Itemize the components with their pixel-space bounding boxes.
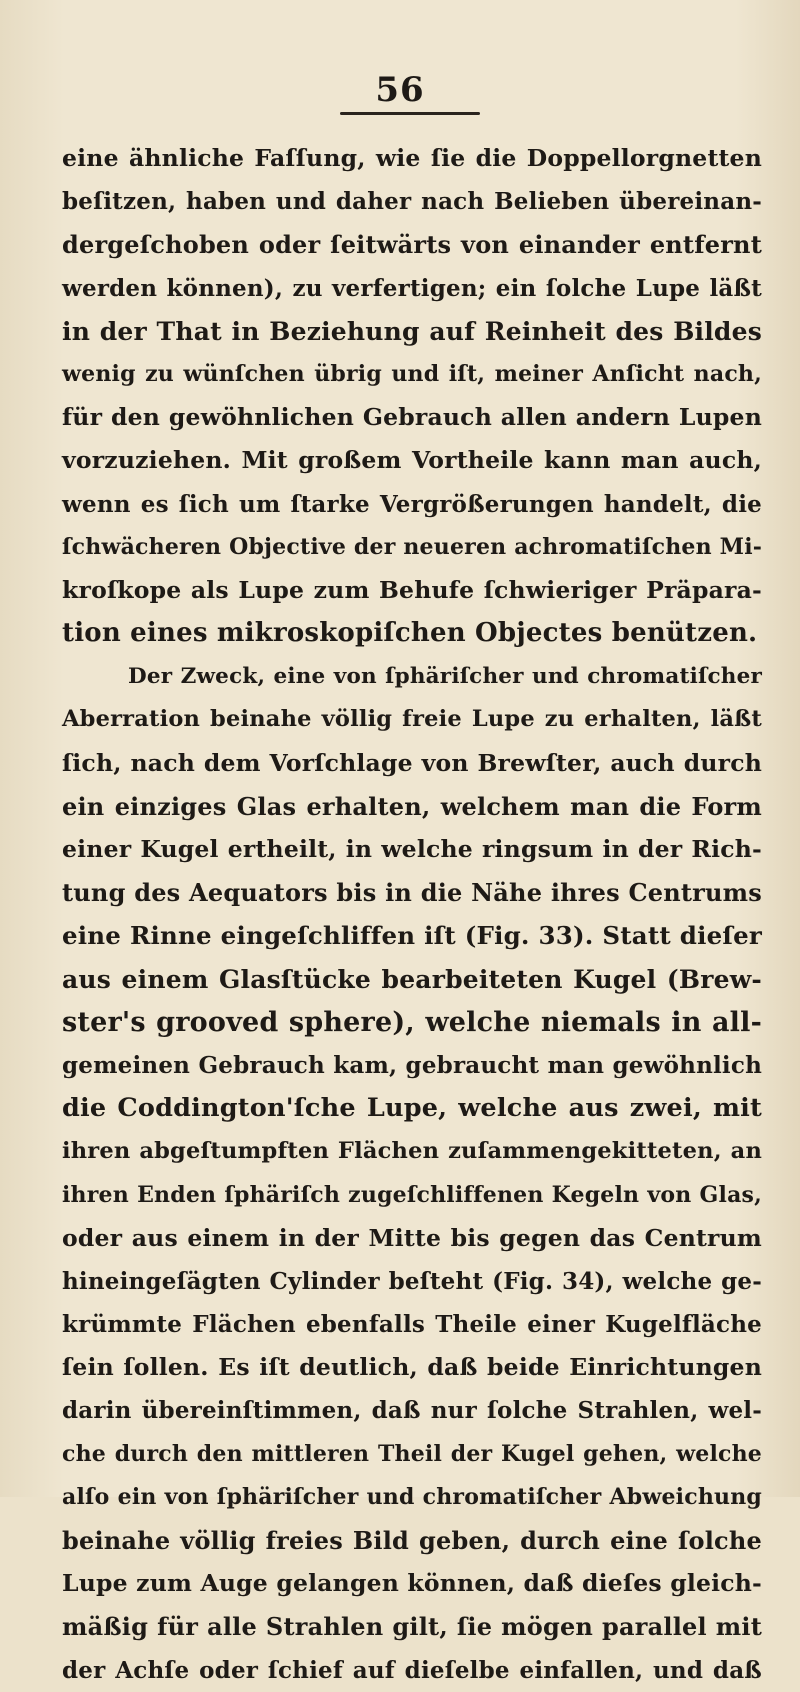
text-line: einer Kugel ertheilt, in welche ringsum in der Rich- (62, 835, 762, 863)
text-line: Aberration beinahe völlig freie Lupe zu erhalten, läßt (62, 706, 762, 733)
text-line: ſich, nach dem Vorſchlage von Brewſter, auch durch (62, 748, 762, 777)
text-line: ster's grooved sphere), welche niemals in all- (62, 1006, 762, 1038)
text-line: Lupe zum Auge gelangen können, daß dieſes gleich- (62, 1569, 762, 1598)
text-line: alſo ein von ſphäriſcher und chromatiſcher Abweichung (62, 1483, 762, 1510)
text-line: werden können), zu verfertigen; ein ſolche Lupe läßt (62, 274, 762, 302)
text-line: aus einem Glasſtücke bearbeiteten Kugel (Brew- (62, 964, 762, 994)
text-line: darin übereinſtimmen, daß nur ſolche Strahlen, wel- (62, 1397, 762, 1425)
text-line: wenn es ſich um ſtarke Vergrößerungen handelt, die (62, 490, 762, 518)
text-line: gemeinen Gebrauch kam, gebraucht man gewöhnlich (62, 1051, 762, 1079)
page-number: 56 (375, 70, 425, 110)
text-line: beſitzen, haben und daher nach Belieben übereinan- (62, 188, 762, 216)
text-line: der Achſe oder ſchief auf dieſelbe einfallen, und daß (62, 1656, 762, 1684)
text-line: eine Rinne eingeſchliffen iſt (Fig. 33). Statt dieſer (62, 921, 762, 951)
text-line: in der That in Beziehung auf Reinheit des Bildes (62, 316, 762, 346)
text-line: ihren abgeſtumpften Flächen zuſammengekitteten, an (62, 1138, 762, 1165)
text-line: krümmte Flächen ebenfalls Theile einer Kugelfläche (62, 1311, 762, 1339)
text-line: ſchwächeren Objective der neueren achromatiſchen Mi- (62, 533, 763, 560)
text-line: che durch den mittleren Theil der Kugel gehen, welche (62, 1440, 762, 1467)
text-line: ſein ſollen. Es iſt deutlich, daß beide Einrichtungen (62, 1353, 762, 1382)
text-line: oder aus einem in der Mitte bis gegen das Centrum (62, 1223, 762, 1252)
text-line: tung des Aequators bis in die Nähe ihres Centrums (62, 878, 762, 908)
text-line: kroſkope als Lupe zum Behufe ſchwieriger Präpara- (62, 575, 762, 604)
text-line: für den gewöhnlichen Gebrauch allen andern Lupen (62, 403, 762, 432)
text-line: dergeſchoben oder ſeitwärts von einander entfernt (62, 230, 762, 260)
text-line: mäßig für alle Strahlen gilt, ſie mögen parallel mit (62, 1612, 762, 1642)
paragraph-start-line: Der Zweck, eine von ſphäriſcher und chromatiſcher (128, 664, 762, 690)
header-rule (340, 112, 480, 115)
body-text (62, 137, 762, 1692)
text-line: hineingeſägten Cylinder beſteht (Fig. 34), welche ge- (62, 1267, 762, 1295)
text-line: eine ähnliche Faſſung, wie ſie die Doppellorgnetten (62, 144, 762, 172)
text-line: tion eines mikroskopiſchen Objectes benützen. (62, 618, 758, 649)
text-line: ein einziges Glas erhalten, welchem man die Form (62, 791, 762, 821)
text-line: vorzuziehen. Mit großem Vortheile kann man auch, (62, 446, 762, 475)
text-line: beinahe völlig freies Bild geben, durch eine ſolche (62, 1526, 762, 1555)
text-line: die Coddington'ſche Lupe, welche aus zwei, mit (62, 1093, 762, 1124)
page-header (0, 70, 800, 110)
text-line: ihren Enden ſphäriſch zugeſchliffenen Kegeln von Glas, (62, 1181, 762, 1208)
text-line: wenig zu wünſchen übrig und iſt, meiner Anſicht nach, (62, 360, 762, 387)
